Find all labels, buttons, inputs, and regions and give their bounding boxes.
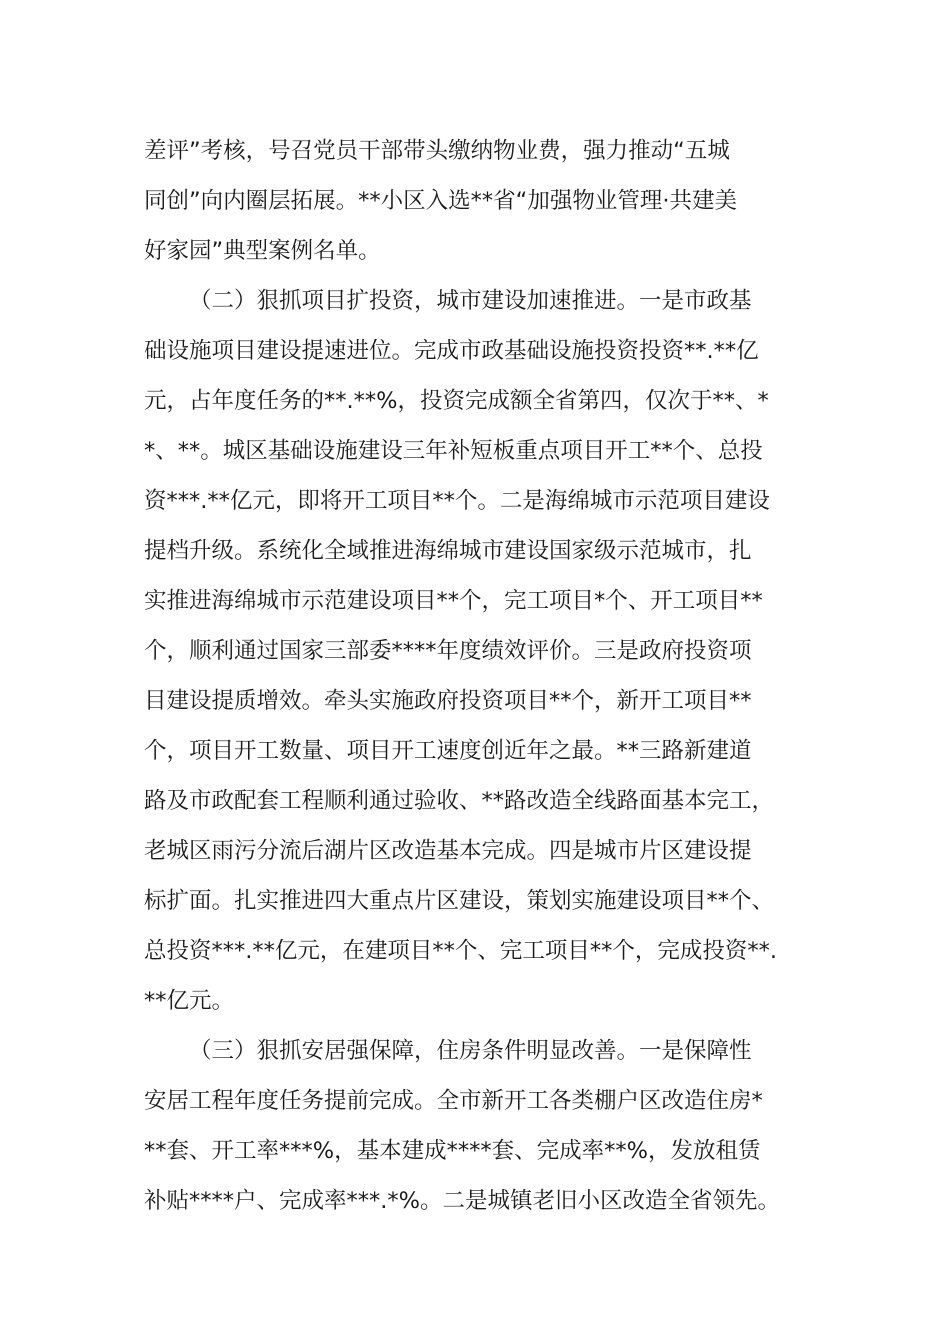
text-line: 个，顺利通过国家三部委****年度绩效评价。三是政府投资项 [144, 638, 752, 664]
text-line: 老城区雨污分流后湖片区改造基本完成。四是城市片区建设提 [144, 838, 752, 864]
text-line: 实推进海绵城市示范建设项目**个，完工项目*个、开工项目** [144, 588, 763, 614]
text-line: 好家园”典型案例名单。 [144, 238, 381, 264]
text-line: 提档升级。系统化全域推进海绵城市建设国家级示范城市，扎 [144, 538, 752, 564]
section-heading-line: （三）狠抓安居强保障，住房条件明显改善。一是保障性 [189, 1038, 752, 1064]
text-line: 总投资***.**亿元，在建项目**个、完工项目**个，完成投资**. [144, 938, 778, 964]
text-line: 安居工程年度任务提前完成。全市新开工各类棚户区改造住房* [144, 1088, 763, 1114]
text-line: **亿元。 [144, 988, 235, 1014]
text-line: 差评”考核，号召党员干部带头缴纳物业费，强力推动“五城 [144, 138, 730, 164]
text-line: **套、开工率***%，基本建成****套、完成率**%，发放租赁 [144, 1138, 761, 1164]
text-line: *、**。城区基础设施建设三年补短板重点项目开工**个、总投 [144, 438, 763, 464]
text-line: 路及市政配套工程顺利通过验收、**路改造全线路面基本完工， [144, 788, 775, 814]
text-line: 同创”向内圈层拓展。**小区入选**省“加强物业管理·共建美 [144, 188, 737, 214]
text-line: 元，占年度任务的**.**%，投资完成额全省第四，仅次于**、* [144, 388, 769, 414]
text-line: 标扩面。扎实推进四大重点片区建设，策划实施建设项目**个、 [144, 888, 775, 914]
text-line: 个，项目开工数量、项目开工速度创近年之最。**三路新建道 [144, 738, 752, 764]
section-heading-line: （二）狠抓项目扩投资，城市建设加速推进。一是市政基 [189, 288, 752, 314]
text-line: 础设施项目建设提速进位。完成市政基础设施投资投资**.**亿 [144, 338, 759, 364]
text-line: 资***.**亿元，即将开工项目**个。二是海绵城市示范项目建设 [144, 488, 770, 514]
text-line: 目建设提质增效。牵头实施政府投资项目**个，新开工项目** [144, 688, 752, 714]
text-line: 补贴****户、完成率***.*%。二是城镇老旧小区改造全省领先。 [144, 1188, 781, 1214]
